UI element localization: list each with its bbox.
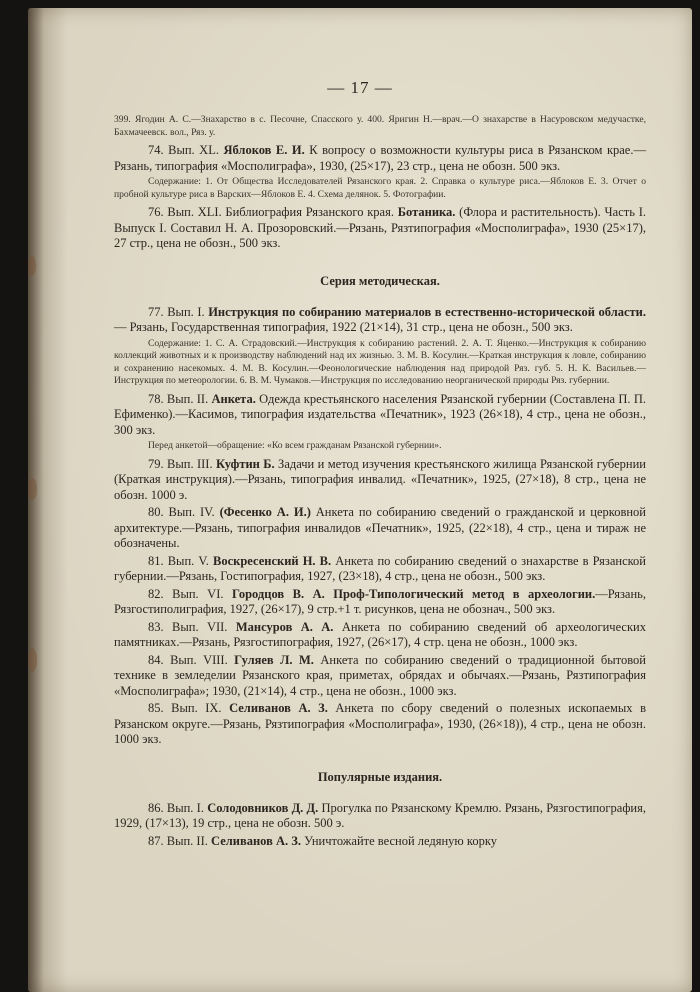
top-note: 399. Ягодин А. С.—Знахарство в с. Песочне, Спасского у. 400. Яригин Н.—врач.—О знахарстве в Насуровском медучастке, Бахмачеевск. вол., Ряз. у. <box>114 114 646 138</box>
stain-mark <box>28 648 37 672</box>
entry-number: 87. Вып. II. <box>148 833 212 848</box>
book-page <box>28 8 692 992</box>
entry-number: 77. Вып. I. <box>148 304 209 319</box>
entry-author: Гуляев Л. М. <box>234 652 314 667</box>
page-number: — 17 — <box>327 78 393 97</box>
stain-mark <box>28 478 37 500</box>
entry-author: Солодовников Д. Д. <box>207 800 319 815</box>
entry-76 <box>114 205 646 252</box>
stain-mark <box>28 256 36 276</box>
entry-bold: Инструкция по собиранию материалов в естественно-исторической области. <box>208 304 646 319</box>
entry-author: Селиванов А. З. <box>229 701 328 715</box>
entry-text: —Рязань, Рязгостиполиграфия, 1927, (26×17), 9 стр.+1 т. рисунков, цена не обознач., 500 экз. <box>114 586 646 616</box>
entry-87 <box>114 834 646 850</box>
section-heading-popular: Популярные издания. <box>317 769 443 784</box>
entry-author: Куфтин Б. <box>215 456 275 471</box>
entry-85 <box>114 701 646 748</box>
entry-author: Яблоков Е. И. <box>223 143 305 157</box>
entry-number: 81. Вып. V. <box>148 553 213 568</box>
entry-author: (Фесенко А. И.) <box>219 505 311 519</box>
entry-author: Мансуров А. А. <box>235 619 334 634</box>
entry-79 <box>114 457 646 504</box>
entry-text: Прогулка по Рязанскому Кремлю. Рязань, Рязгостипография, 1929, (17×13), 19 стр., цена не обозн. 500 э. <box>114 800 646 830</box>
entry-number: 80. Вып. IV. <box>148 505 220 519</box>
entry-number: 78. Вып. II. <box>148 391 212 406</box>
entry-author: Воскресенский Н. В. <box>213 553 332 568</box>
entry-number: 86. Вып. I. <box>148 800 208 815</box>
entry-84 <box>114 653 646 700</box>
entry-text: Одежда крестьянского населения Рязанской губернии (Составлена П. П. Ефименко).—Касимов, типография издательства «Печатник», 1923 (26×18), 4 стр., цена не обозн., 300 экз. <box>114 391 646 437</box>
entry-text: Уничтожайте весной ледяную корку <box>300 833 497 848</box>
entry-number: 83. Вып. VII. <box>148 619 236 634</box>
entry-text: Анкета по собиранию сведений об археологических памятниках.—Рязань, Рязгостипография, 1927, (26×17), 4 стр. цена не обозн., 1000 экз. <box>114 619 646 649</box>
entry-86 <box>114 801 646 832</box>
entry-bold: Проф-Типологический метод в археологии. <box>324 586 596 601</box>
entry-82 <box>114 587 646 618</box>
entry-number: 82. Вып. VI. <box>148 586 232 601</box>
entry-78 <box>114 392 646 439</box>
entry-text: Задачи и метод изучения крестьянского жилища Рязанской губернии (Краткая инструкция).—Рязань, типография инвалид. «Печатник», 1925, (27×18), 8 стр., цена не обозн. 1000 э. <box>114 456 646 502</box>
entry-number: 79. Вып. III. <box>148 456 216 471</box>
entry-text: Анкета по сбору сведений о полезных ископаемых в Рязанском округе.—Рязань, Рязтипография «Мосполиграфа», 1930, (26×18)), 4 стр., цена не обозн. 1000 экз. <box>114 701 646 746</box>
page-content <box>114 114 646 851</box>
entry-bold: Анкета. <box>211 391 256 406</box>
entry-81 <box>114 554 646 585</box>
entry-text: К вопросу о возможности культуры риса в Рязанском крае.—Рязань, типография «Мосполиграфа», 1930, (25×17), 23 стр., цена не обозн. 500 экз. <box>114 143 646 173</box>
entry-author: Городцов В. А. <box>231 586 325 601</box>
entry-77-note: Содержание: 1. С. А. Страдовский.—Инструкция к собиранию растений. 2. А. Т. Яценко.—Инструкция к собиранию коллекций животных и к производству наблюдений над их жизнью. 3. М. В. Косулин.—Краткая инструкция к ловле, собиранию и сохранению насекомых. 4. М. В. Косулин.—Феонологические наблюдения над природой Ряз. губ. 5. Н. К. Васильев.—Инструкция по метеорологии. 6. В. М. Чумаков.—Инструкция по исследованию неорганической природы Ряз. губернии. <box>114 337 646 386</box>
entry-text: Анкета по собиранию сведений о традиционной бытовой технике в земледелии Рязанского края, приметах, обрядах и обычаях.—Рязань, Рязтипография «Мосполиграфа»; 1930, (21×14), 4 стр., цена не обозн., 1000 экз. <box>114 652 646 698</box>
entry-text: — Рязань, Государственная типография, 1922 (21×14), 31 стр., цена не обозн., 500 экз. <box>114 320 573 334</box>
entry-83 <box>114 620 646 651</box>
entry-77 <box>114 305 646 336</box>
entry-text: Анкета по собиранию сведений о знахарстве в Рязанской губернии.—Рязань, Гостипография, 1927, (23×18), 4 стр., цена не обозн., 500 экз. <box>114 553 646 583</box>
entry-74-note: Содержание: 1. От Общества Исследователей Рязанского края. 2. Справка о культуре риса.—Яблоков Е. 3. Отчет о пробной культуре риса в Варских—Яблоков Е. 4. Схема делянок. 5. Фотографии. <box>114 176 646 200</box>
entry-78-note: Перед анкетой—обращение: «Ко всем гражданам Рязанской губернии». <box>148 440 442 451</box>
entry-bold: Ботаника. <box>397 205 456 219</box>
entry-74 <box>114 143 646 174</box>
entry-text: (Флора и растительность). Часть I. Выпуск I. Составил Н. А. Прозоровский.—Рязань, Рязтипография «Мосполиграфа», 1930 (25×17), 27 стр., цена не обозн., 500 экз. <box>114 205 646 250</box>
section-heading-methodical: Серия методическая. <box>320 273 440 288</box>
entry-number: 84. Вып. VIII. <box>148 652 235 667</box>
entry-number: 74. Вып. XL. <box>148 143 224 157</box>
entry-author: Селиванов А. З. <box>211 833 301 848</box>
entry-number: 85. Вып. IX. <box>148 701 230 715</box>
spine-shadow <box>28 8 44 992</box>
entry-number: 76. Вып. XLI. Библиография Рязанского края. <box>148 205 398 219</box>
entry-text: Анкета по собиранию сведений о гражданской и церковной архитектуре.—Рязань, типография инвалидов «Печатник», 1925, (22×18), 4 стр., цена и тираж не обозначены. <box>114 505 646 550</box>
entry-80 <box>114 505 646 552</box>
